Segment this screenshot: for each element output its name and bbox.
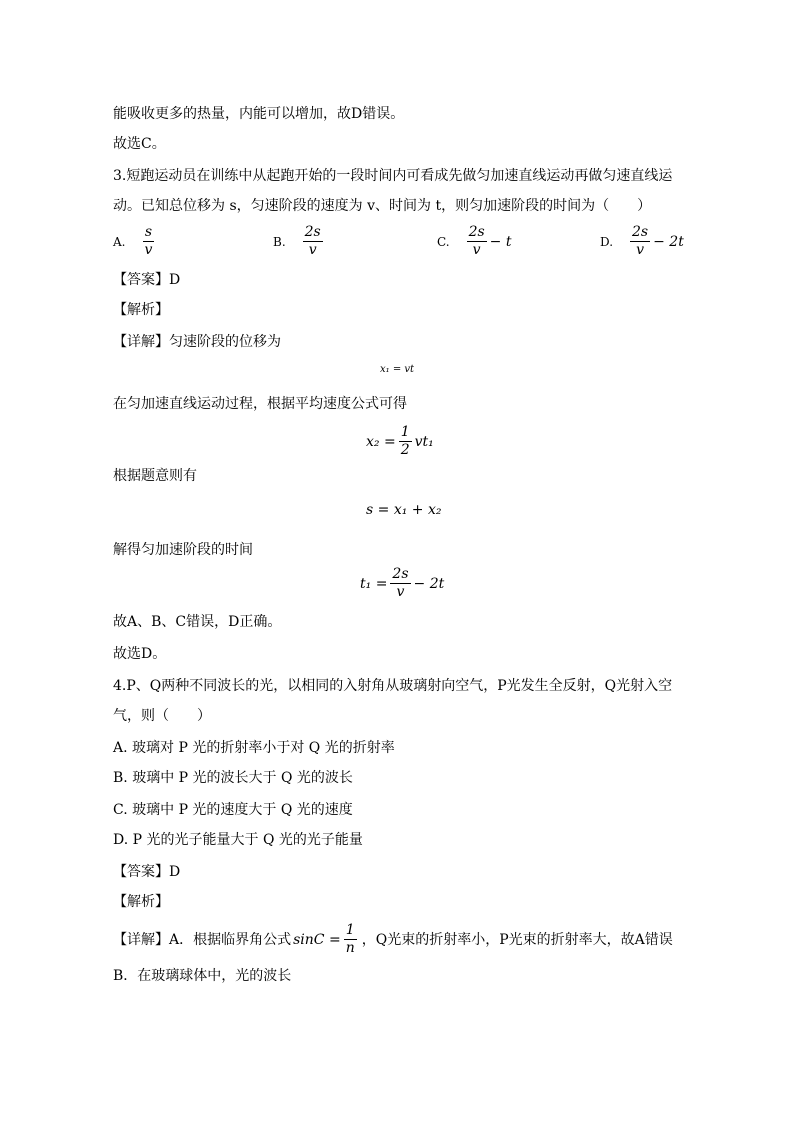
text-line: 解得匀加速阶段的时间 — [113, 542, 253, 558]
text-line: 在匀加速直线运动过程，根据平均速度公式可得 — [113, 396, 407, 412]
equation-3: s = x₁ + x₂ — [366, 502, 442, 518]
option-label: B. — [273, 234, 286, 249]
fraction: $\frac{2s}{v}$ — [392, 566, 409, 600]
fraction: $\frac{s}{v}$ — [144, 224, 153, 258]
option-b: B. 玻璃中 P 光的波长大于 Q 光的波长 — [113, 770, 353, 786]
option-c — [437, 224, 511, 259]
analysis-label: 【解析】 — [113, 894, 169, 910]
option-a: A. 玻璃对 P 光的折射率小于对 Q 光的折射率 — [113, 740, 395, 756]
option-label: C. — [437, 234, 450, 249]
question-4-stem-cont: 气，则（ ） — [113, 708, 211, 724]
option-d: D. P 光的光子能量大于 Q 光的光子能量 — [113, 832, 363, 848]
critical-angle-formula: sinC = $\frac{1}{n}$ — [293, 922, 355, 956]
fraction: $\frac{2s}{v}$ — [632, 224, 649, 258]
option-label: D. — [600, 234, 614, 249]
question-3-stem-cont: 动。已知总位移为 s，匀速阶段的速度为 v、时间为 t，则匀加速阶段的时间为（ ） — [113, 198, 652, 214]
text-line: 故A、B、C错误，D正确。 — [113, 614, 282, 630]
option-b — [273, 224, 326, 259]
question-3-stem: 3.短跑运动员在训练中从起跑开始的一段时间内可看成先做匀加速直线运动再做匀速直线运 — [113, 168, 673, 184]
text-line: 根据题意则有 — [113, 468, 197, 484]
answer-label: 【答案】D — [113, 864, 181, 880]
equation-2: x₂ = $\frac{1}{2}$ vt₁ — [366, 424, 434, 458]
fraction: $\frac{1}{2}$ — [400, 424, 410, 458]
fraction: $\frac{2s}{v}$ — [468, 224, 485, 258]
detail-text: 【详解】匀速阶段的位移为 — [113, 334, 281, 350]
expression-tail: − t — [489, 233, 512, 250]
equation-4: t₁ = $\frac{2s}{v}$ − 2t — [360, 566, 445, 600]
fraction: $\frac{1}{n}$ — [345, 922, 355, 956]
equation-1: x₁ = vt — [380, 364, 415, 375]
expression-tail: − 2t — [653, 233, 684, 250]
option-d — [600, 224, 684, 259]
answer-label: 【答案】D — [113, 272, 181, 288]
option-c: C. 玻璃中 P 光的速度大于 Q 光的速度 — [113, 802, 353, 818]
text-line: 故选C。 — [113, 136, 166, 152]
option-a — [113, 224, 157, 259]
detail-text: 【详解】A．根据临界角公式 sinC = $\frac{1}{n}$ ，Q光束的折射率小，P光束的折射率大，故A错误 — [113, 922, 673, 956]
text-line: 能吸收更多的热量，内能可以增加，故D错误。 — [113, 106, 405, 122]
analysis-label: 【解析】 — [113, 302, 169, 318]
text-line: 故选D。 — [113, 646, 167, 662]
option-label: A. — [113, 234, 126, 249]
fraction: $\frac{2s}{v}$ — [304, 224, 321, 258]
text-line: B．在玻璃球体中，光的波长 — [113, 968, 292, 984]
question-4-stem: 4.P、Q两种不同波长的光，以相同的入射角从玻璃射向空气，P光发生全反射，Q光射入空 — [113, 678, 673, 694]
